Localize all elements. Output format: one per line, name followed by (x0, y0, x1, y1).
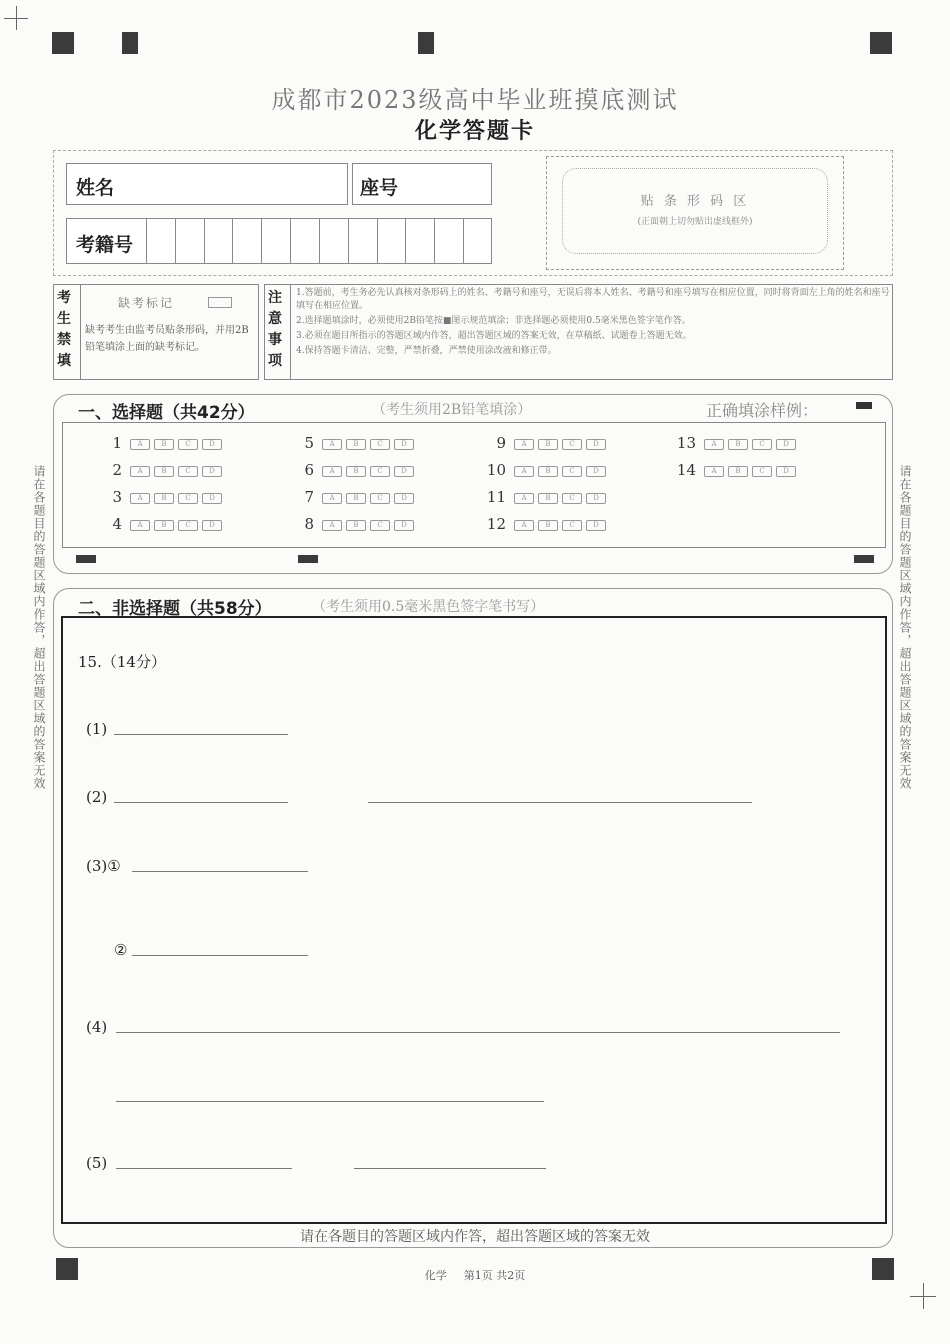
option-bubble[interactable]: A (514, 493, 534, 504)
notice-side-label: 注意事项 (268, 290, 282, 369)
question-number: 12 (486, 515, 506, 533)
section1-instruction: （考生须用2B铅笔填涂） (372, 402, 532, 418)
card-subtitle: 化学答题卡 (414, 119, 535, 144)
part-4-label: (4) (86, 1018, 108, 1036)
option-bubble[interactable]: D (202, 439, 222, 450)
question-number: 10 (486, 461, 506, 479)
mcq-question (96, 515, 226, 533)
part-3b-label: ② (114, 941, 128, 959)
id-label: 考籍号 (76, 234, 134, 256)
barcode-inner (562, 168, 828, 254)
answer-line[interactable] (368, 802, 752, 803)
name-label: 姓名 (76, 177, 115, 199)
option-bubble[interactable]: B (154, 439, 174, 450)
exam-title: 成都市2023级高中毕业班摸底测试 (271, 86, 679, 114)
option-bubble[interactable]: A (704, 466, 724, 477)
timing-mark (870, 32, 892, 54)
option-bubble[interactable]: B (538, 466, 558, 477)
option-bubble[interactable]: A (130, 439, 150, 450)
question-number: 9 (496, 434, 506, 452)
absent-side-divider (80, 284, 81, 380)
option-bubble[interactable]: A (322, 439, 342, 450)
timing-mark (52, 32, 74, 54)
timing-mark (76, 555, 96, 563)
answer-area[interactable] (61, 616, 887, 1224)
option-bubble[interactable]: C (752, 439, 772, 450)
side-note-right: 请在各题目的答题区域内作答，超出答题区域的答案无效 (898, 465, 912, 790)
mcq-question (288, 515, 418, 533)
option-bubble[interactable]: D (394, 466, 414, 477)
side-note-left: 请在各题目的答题区域内作答，超出答题区域的答案无效 (32, 465, 46, 790)
option-bubble[interactable]: D (586, 439, 606, 450)
option-bubble[interactable]: D (202, 466, 222, 477)
option-bubble[interactable]: C (370, 493, 390, 504)
question-number: 7 (304, 488, 314, 506)
mcq-question (288, 434, 418, 452)
option-bubble[interactable]: D (394, 493, 414, 504)
option-bubble[interactable]: C (178, 493, 198, 504)
option-bubble[interactable]: D (202, 520, 222, 531)
notice-side-divider (290, 284, 291, 380)
question-number: 3 (112, 488, 122, 506)
option-bubble[interactable]: C (752, 466, 772, 477)
answer-line[interactable] (116, 1101, 544, 1102)
absent-mark-label: 缺考标记 (118, 296, 175, 310)
option-bubble[interactable]: A (514, 466, 534, 477)
option-bubble[interactable]: B (154, 466, 174, 477)
option-bubble[interactable]: B (346, 466, 366, 477)
bottom-note: 请在各题目的答题区域内作答，超出答题区域的答案无效 (300, 1229, 650, 1245)
question-15-label: 15.（14分） (78, 653, 166, 671)
question-number: 4 (112, 515, 122, 533)
footer (0, 1267, 950, 1283)
timing-mark (122, 32, 138, 54)
notice-item: 1.答题前，考生务必先认真核对条形码上的姓名、考籍号和座号，无误后将本人姓名、考籍号和座号填写在相应位置，同时将背面左上角的姓名和座号填写在相应位置。 (296, 288, 890, 311)
mcq-question (96, 434, 226, 452)
option-bubble[interactable]: D (586, 493, 606, 504)
part-2-label: (2) (86, 788, 108, 806)
fill-example-label: 正确填涂样例： (706, 401, 819, 420)
mcq-question (480, 434, 610, 452)
crop-mark-v (16, 6, 17, 30)
option-bubble[interactable]: D (394, 520, 414, 531)
answer-line[interactable] (114, 802, 288, 803)
answer-line[interactable] (114, 734, 288, 735)
option-bubble[interactable]: C (178, 520, 198, 531)
notice-item: 2.选择题填涂时，必须使用2B铅笔按■图示规范填涂；非选择题必须使用0.5毫米黑色签字笔作答。 (296, 316, 691, 326)
mcq-question (480, 515, 610, 533)
mcq-question (480, 461, 610, 479)
absent-mark-box[interactable] (208, 297, 232, 308)
option-bubble[interactable]: D (394, 439, 414, 450)
id-boxes (146, 219, 492, 263)
option-bubble[interactable]: B (154, 493, 174, 504)
option-bubble[interactable]: A (704, 439, 724, 450)
option-bubble[interactable]: D (776, 439, 796, 450)
part-5-label: (5) (86, 1154, 108, 1172)
option-bubble[interactable]: C (178, 466, 198, 477)
answer-line[interactable] (132, 871, 308, 872)
option-bubble[interactable]: C (562, 493, 582, 504)
option-bubble[interactable]: B (346, 493, 366, 504)
option-bubble[interactable]: A (322, 493, 342, 504)
answer-line[interactable] (116, 1168, 292, 1169)
option-bubble[interactable]: A (130, 493, 150, 504)
option-bubble[interactable]: A (514, 439, 534, 450)
mcq-question (670, 461, 800, 479)
absent-text: 缺考考生由监考员贴条形码，并用2B铅笔填涂上面的缺考标记。 (85, 325, 249, 353)
option-bubble[interactable]: D (776, 466, 796, 477)
option-bubble[interactable]: D (586, 520, 606, 531)
option-bubble[interactable]: C (370, 439, 390, 450)
mcq-question (288, 488, 418, 506)
option-bubble[interactable]: D (586, 466, 606, 477)
part-3-label: (3)① (86, 857, 121, 875)
timing-mark (298, 555, 318, 563)
footer-page: 第1页 (463, 1269, 493, 1282)
section2-title: 二、非选择题（共58分） (72, 594, 278, 619)
question-number: 2 (112, 461, 122, 479)
option-bubble[interactable]: B (346, 439, 366, 450)
question-number: 5 (304, 434, 314, 452)
timing-mark (418, 32, 434, 54)
mcq-question (288, 461, 418, 479)
mcq-question (96, 488, 226, 506)
option-bubble[interactable]: B (728, 466, 748, 477)
notice-item: 3.必须在题目所指示的答题区域内作答，超出答题区域的答案无效，在草稿纸、试题卷上答题无效。 (296, 331, 692, 341)
option-bubble[interactable]: B (154, 520, 174, 531)
mcq-question (670, 434, 800, 452)
option-bubble[interactable]: C (562, 439, 582, 450)
option-bubble[interactable]: C (370, 520, 390, 531)
seat-label: 座号 (360, 177, 399, 199)
crop-mark-v (923, 1283, 924, 1309)
question-number: 13 (676, 434, 696, 452)
option-bubble[interactable]: C (562, 520, 582, 531)
section2-instruction: （考生须用0.5毫米黑色签字笔书写） (312, 599, 545, 615)
part-1-label: (1) (86, 720, 108, 738)
mcq-question (96, 461, 226, 479)
answer-line[interactable] (116, 1032, 840, 1033)
question-number: 8 (304, 515, 314, 533)
option-bubble[interactable]: B (538, 439, 558, 450)
option-bubble[interactable]: A (130, 466, 150, 477)
barcode-title: 贴 条 形 码 区 (640, 194, 750, 209)
section1-title: 一、选择题（共42分） (72, 398, 261, 423)
option-bubble[interactable]: B (538, 493, 558, 504)
option-bubble[interactable]: A (322, 466, 342, 477)
question-number: 11 (486, 488, 506, 506)
absent-side-label: 考生禁填 (57, 290, 71, 369)
notice-item: 4.保持答题卡清洁、完整，严禁折叠，严禁使用涂改液和修正带。 (296, 346, 557, 356)
option-bubble[interactable]: C (562, 466, 582, 477)
question-number: 1 (112, 434, 122, 452)
option-bubble[interactable]: C (178, 439, 198, 450)
option-bubble[interactable]: B (538, 520, 558, 531)
option-bubble[interactable]: A (514, 520, 534, 531)
footer-total: 共2页 (496, 1269, 526, 1282)
footer-subject: 化学 (424, 1269, 447, 1282)
barcode-hint: (正面朝上切勿贴出虚线框外) (637, 217, 753, 227)
fill-example-mark (856, 402, 872, 409)
option-bubble[interactable]: D (202, 493, 222, 504)
timing-mark (854, 555, 874, 563)
question-number: 6 (304, 461, 314, 479)
answer-line[interactable] (132, 955, 308, 956)
option-bubble[interactable]: C (370, 466, 390, 477)
option-bubble[interactable]: A (130, 520, 150, 531)
notice-list (296, 287, 890, 358)
option-bubble[interactable]: B (728, 439, 748, 450)
mcq-question (480, 488, 610, 506)
answer-line[interactable] (354, 1168, 546, 1169)
option-bubble[interactable]: A (322, 520, 342, 531)
question-number: 14 (676, 461, 696, 479)
option-bubble[interactable]: B (346, 520, 366, 531)
